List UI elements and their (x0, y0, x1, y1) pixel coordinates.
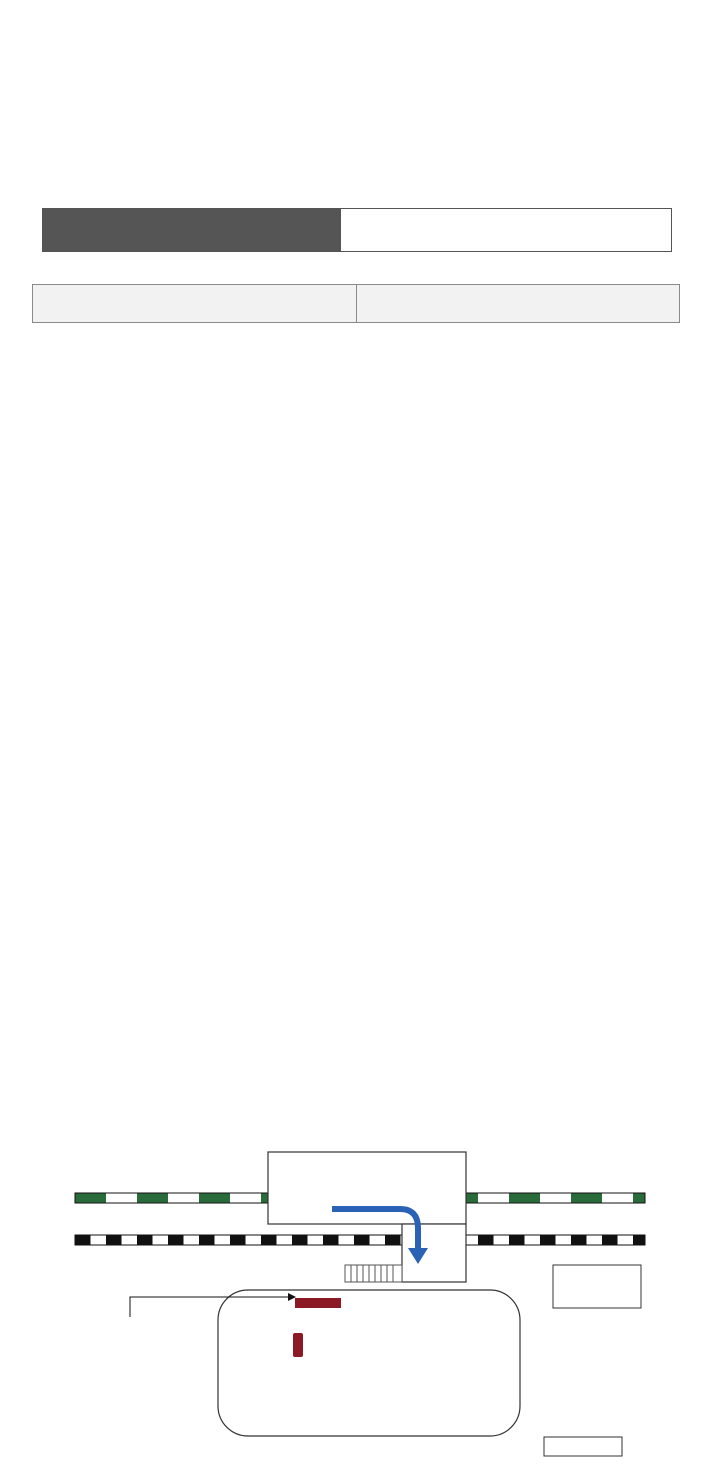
hotel-box (544, 1437, 622, 1456)
station-map (0, 1140, 719, 1475)
taxi-stand-marker (295, 1298, 341, 1308)
jra-building (553, 1265, 641, 1308)
period-header (357, 285, 680, 323)
rail-track-lower (75, 1235, 645, 1245)
stairs (345, 1265, 402, 1282)
period-header (33, 285, 357, 323)
nearest-station-label (43, 209, 341, 251)
bus-stop-marker (293, 1333, 303, 1357)
nearest-station-box (42, 208, 672, 252)
station-plaza (218, 1290, 520, 1436)
reservation-subtitle (0, 92, 719, 127)
nearest-station-value (341, 209, 671, 251)
station-building (268, 1152, 466, 1224)
bus-timetable (32, 284, 680, 323)
